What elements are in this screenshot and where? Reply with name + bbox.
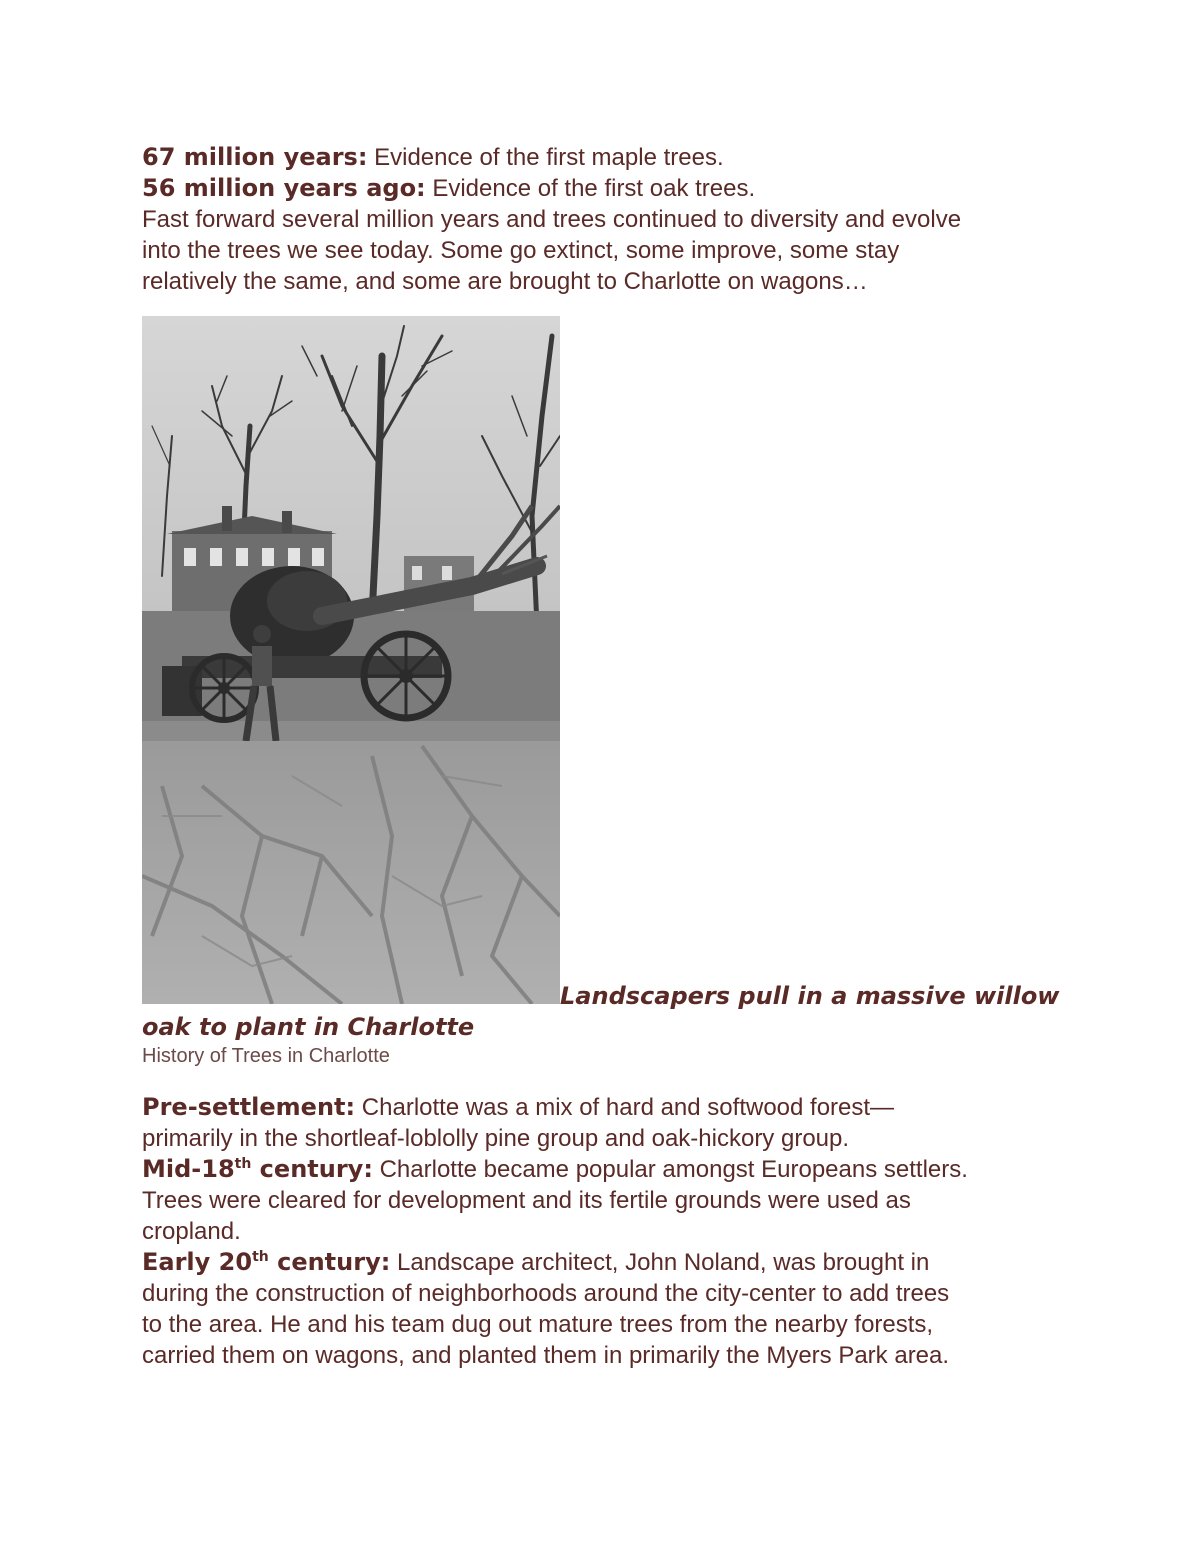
pre-settlement-line-2: primarily in the shortleaf-loblolly pine group and oak-hickory group. (142, 1125, 850, 1152)
mid-18th-label (142, 1155, 373, 1183)
mid-18th-label-sup: th (234, 1156, 252, 1172)
mid-18th-label-b: century: (251, 1155, 373, 1183)
early-20th-label-sup: th (252, 1249, 269, 1265)
wagon-tree-photo (142, 316, 560, 1004)
oak-line (142, 173, 755, 204)
mid-18th-line-1 (142, 1154, 968, 1185)
pre-settlement-label: Pre-settlement: (142, 1093, 356, 1121)
mid-18th-text: Charlotte became popular amongst Europeans settlers. (372, 1156, 968, 1183)
intro-paragraph-line-2: into the trees we see today. Some go extinct, some improve, some stay (142, 237, 900, 264)
maple-line (142, 142, 724, 173)
pre-settlement-line-1 (142, 1092, 894, 1123)
pre-settlement-text: Charlotte was a mix of hard and softwood forest— (355, 1094, 895, 1121)
early-20th-label-a: Early 20 (142, 1248, 253, 1276)
section-subtitle: History of Trees in Charlotte (142, 1045, 390, 1067)
mid-18th-label-a: Mid-18 (142, 1155, 235, 1183)
maple-label: 67 million years: (142, 143, 368, 171)
photo-caption-part-1: Landscapers pull in a massive willow (560, 982, 1060, 1010)
early-20th-line-2: during the construction of neighborhoods around the city-center to add trees (142, 1280, 950, 1307)
early-20th-line-3: to the area. He and his team dug out mature trees from the nearby forests, (142, 1311, 934, 1338)
early-20th-label-b: century: (268, 1248, 391, 1276)
oak-text: Evidence of the first oak trees. (425, 175, 756, 202)
early-20th-line-4: carried them on wagons, and planted them in primarily the Myers Park area. (142, 1342, 950, 1369)
intro-paragraph-line-3: relatively the same, and some are brought to Charlotte on wagons… (142, 268, 868, 295)
mid-18th-line-2: Trees were cleared for development and its fertile grounds were used as (142, 1187, 911, 1214)
mid-18th-line-3: cropland. (142, 1218, 241, 1245)
photo-caption-part-2: oak to plant in Charlotte (142, 1013, 475, 1041)
maple-text: Evidence of the first maple trees. (367, 144, 724, 171)
early-20th-text: Landscape architect, John Noland, was brought in (390, 1249, 930, 1276)
oak-label: 56 million years ago: (142, 174, 426, 202)
early-20th-label (142, 1248, 390, 1276)
intro-paragraph-line-1: Fast forward several million years and trees continued to diversity and evolve (142, 206, 962, 233)
early-20th-line-1 (142, 1247, 929, 1278)
